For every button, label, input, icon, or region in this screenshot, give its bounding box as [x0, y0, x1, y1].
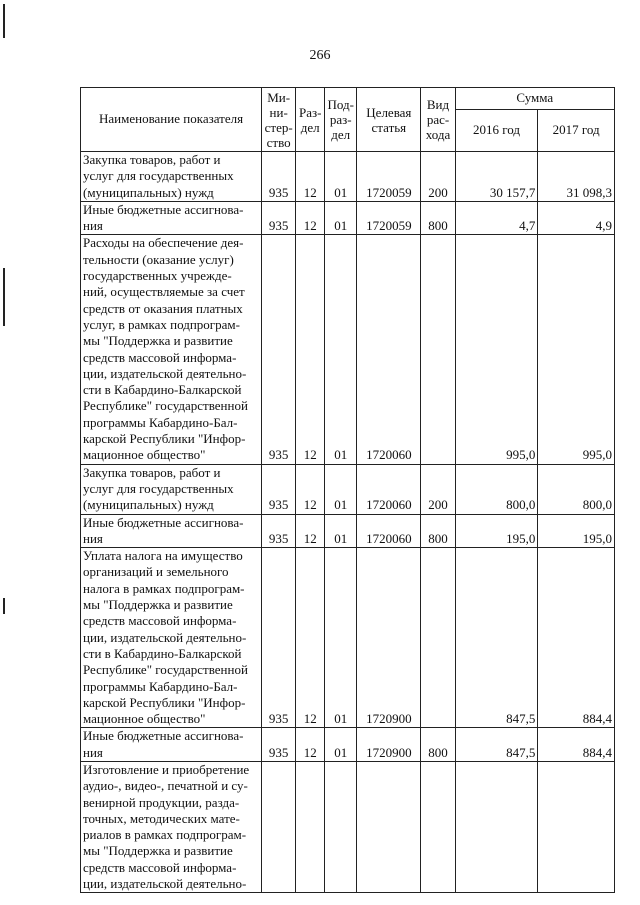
budget-table: [80, 87, 615, 893]
cell-name: Изготовление и приобретение аудио-, видео-, печатной и су- венирной продукции, разда- точных, методических мате- риалов в рамках подпрограм- мы "Поддержка и развитие средств массовой информа- ции, издательской деятельно-: [81, 761, 262, 892]
cell-2017: 884,4: [538, 548, 615, 728]
cell-2016: 800,0: [455, 464, 538, 514]
cell-2016: [455, 761, 538, 892]
cell-subsection: 01: [325, 152, 357, 202]
scan-margin-mark: [3, 598, 5, 614]
table-row: [81, 152, 615, 202]
cell-ministry: 935: [262, 464, 296, 514]
table-row: [81, 514, 615, 548]
table-row: [81, 235, 615, 464]
cell-subsection: [325, 761, 357, 892]
cell-expense: 200: [421, 152, 455, 202]
cell-target: 1720059: [357, 152, 421, 202]
cell-section: [296, 761, 325, 892]
cell-2017: 31 098,3: [538, 152, 615, 202]
table-row: [81, 728, 615, 762]
cell-ministry: [262, 761, 296, 892]
cell-2017: 884,4: [538, 728, 615, 762]
cell-subsection: 01: [325, 514, 357, 548]
cell-expense: [421, 761, 455, 892]
cell-subsection: 01: [325, 201, 357, 235]
cell-target: 1720900: [357, 548, 421, 728]
header-ministry: Ми- ни- стер- ство: [262, 88, 296, 152]
cell-subsection: 01: [325, 548, 357, 728]
cell-2017: [538, 761, 615, 892]
cell-ministry: 935: [262, 235, 296, 464]
cell-expense: 800: [421, 201, 455, 235]
header-sum: Сумма: [455, 88, 614, 110]
cell-2016: 847,5: [455, 548, 538, 728]
cell-subsection: 01: [325, 728, 357, 762]
cell-name: Закупка товаров, работ и услуг для государственных (муниципальных) нужд: [81, 464, 262, 514]
header-target: Целевая статья: [357, 88, 421, 152]
cell-2016: 195,0: [455, 514, 538, 548]
cell-name: Иные бюджетные ассигнова- ния: [81, 728, 262, 762]
cell-2017: 195,0: [538, 514, 615, 548]
cell-2017: 995,0: [538, 235, 615, 464]
cell-ministry: 935: [262, 548, 296, 728]
cell-expense: 800: [421, 514, 455, 548]
page-number: 266: [309, 48, 331, 63]
cell-subsection: 01: [325, 464, 357, 514]
cell-subsection: 01: [325, 235, 357, 464]
header-section: Раз- дел: [296, 88, 325, 152]
cell-name: Иные бюджетные ассигнова- ния: [81, 201, 262, 235]
cell-expense: 200: [421, 464, 455, 514]
cell-target: [357, 761, 421, 892]
cell-section: 12: [296, 201, 325, 235]
cell-section: 12: [296, 152, 325, 202]
cell-2016: 4,7: [455, 201, 538, 235]
cell-target: 1720900: [357, 728, 421, 762]
cell-2017: 800,0: [538, 464, 615, 514]
cell-section: 12: [296, 548, 325, 728]
cell-name: Расходы на обеспечение дея- тельности (оказание услуг) государственных учрежде- ний, осуществляемые за счет средств от оказания платных услуг, в рамках подпрограм- мы "Поддержка и развитие средств массовой информа- ции, издательской деятельно- сти в Кабардино-Балкарской Республике" государственной программы Кабардино-Бал- карской Республики "Инфор- мационное общество": [81, 235, 262, 464]
header-expense: Вид рас- хода: [421, 88, 455, 152]
cell-target: 1720060: [357, 464, 421, 514]
cell-name: Иные бюджетные ассигнова- ния: [81, 514, 262, 548]
cell-section: 12: [296, 464, 325, 514]
cell-name: Закупка товаров, работ и услуг для государственных (муниципальных) нужд: [81, 152, 262, 202]
cell-2016: 847,5: [455, 728, 538, 762]
cell-target: 1720060: [357, 514, 421, 548]
table-body: [81, 152, 615, 893]
scan-margin-mark: [3, 4, 5, 38]
cell-2016: 995,0: [455, 235, 538, 464]
header-name: Наименование показателя: [81, 88, 262, 152]
header-2016: 2016 год: [455, 110, 538, 152]
header-subsection: Под- раз- дел: [325, 88, 357, 152]
cell-ministry: 935: [262, 152, 296, 202]
cell-expense: [421, 548, 455, 728]
cell-expense: 800: [421, 728, 455, 762]
cell-2017: 4,9: [538, 201, 615, 235]
header-2017: 2017 год: [538, 110, 615, 152]
cell-section: 12: [296, 514, 325, 548]
table-row: [81, 548, 615, 728]
cell-target: 1720060: [357, 235, 421, 464]
cell-2016: 30 157,7: [455, 152, 538, 202]
cell-expense: [421, 235, 455, 464]
cell-ministry: 935: [262, 728, 296, 762]
cell-name: Уплата налога на имущество организаций и земельного налога в рамках подпрограм- мы "Поддержка и развитие средств массовой информа- ции, издательской деятельно- сти в Кабардино-Балкарской Республике" государственной программы Кабардино-Бал- карской Республики "Инфор- мационное общество": [81, 548, 262, 728]
table-row: [81, 464, 615, 514]
cell-ministry: 935: [262, 201, 296, 235]
cell-ministry: 935: [262, 514, 296, 548]
scan-margin-mark: [3, 268, 5, 326]
cell-target: 1720059: [357, 201, 421, 235]
table-row: [81, 761, 615, 892]
cell-section: 12: [296, 235, 325, 464]
cell-section: 12: [296, 728, 325, 762]
table-row: [81, 201, 615, 235]
